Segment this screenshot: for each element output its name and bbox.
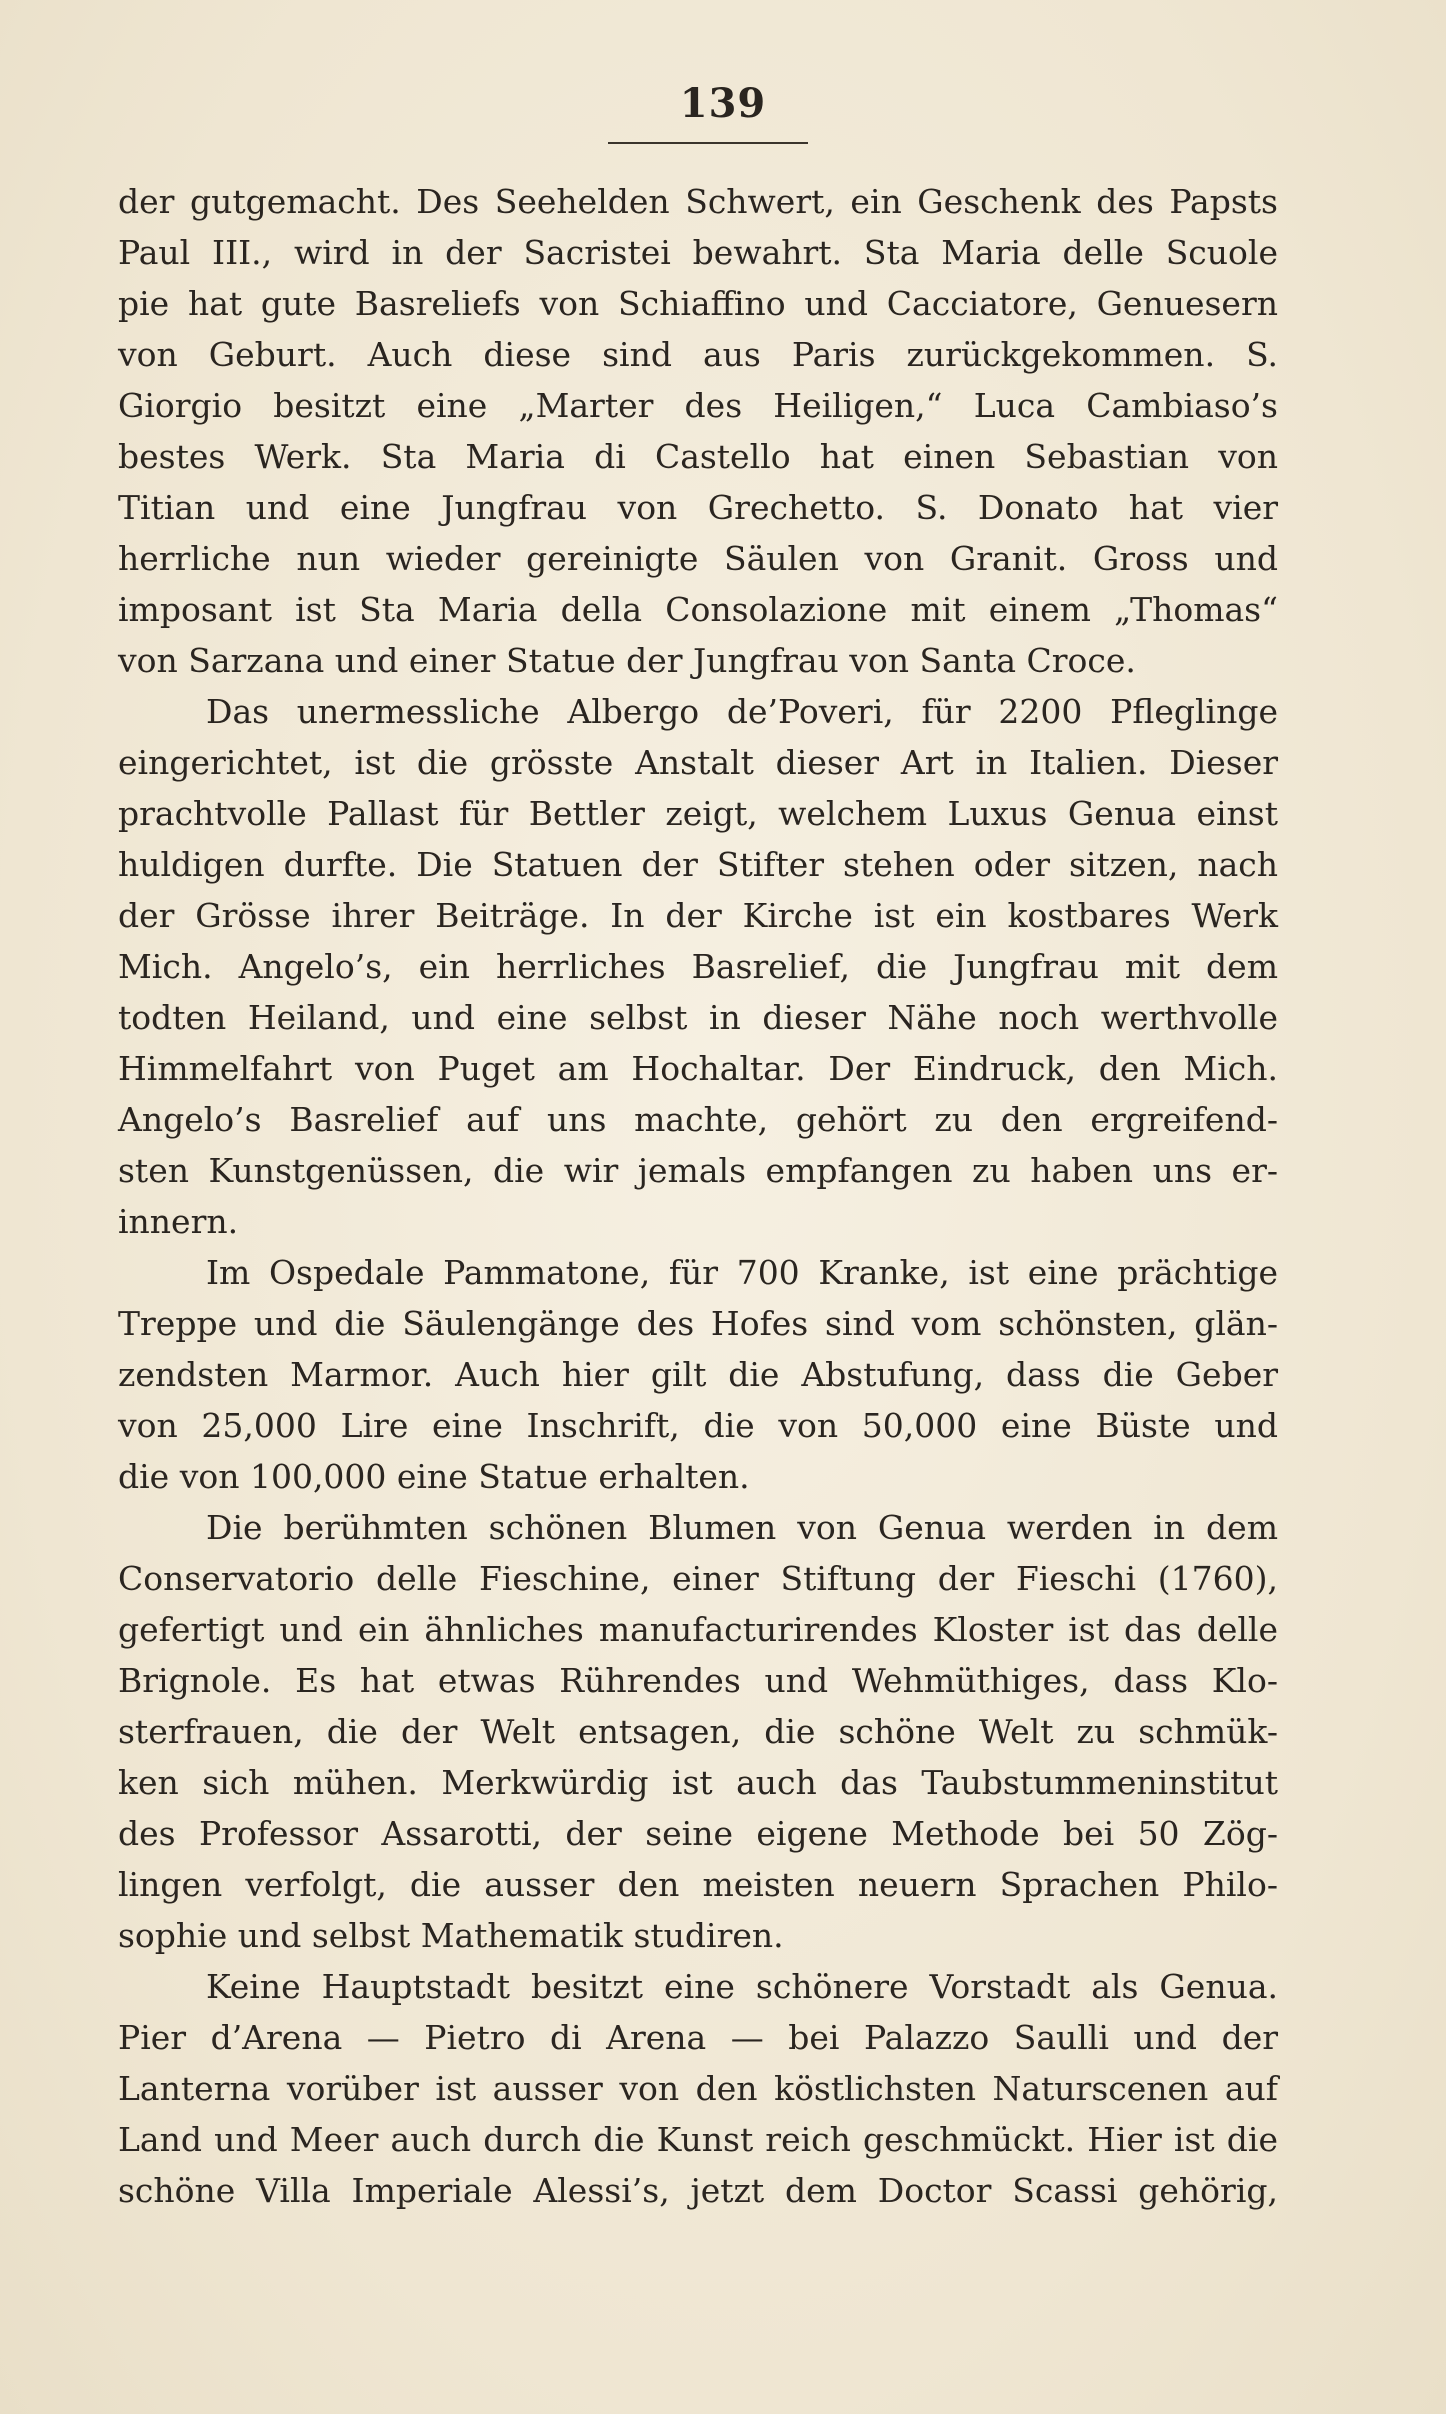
text-line: Mich. Angelo’s, ein herrliches Basrelief, die Jungfrau mit dem — [118, 947, 1278, 986]
text-line: Pier d’Arena — Pietro di Arena — bei Palazzo Saulli und der — [118, 2018, 1278, 2057]
text-line: Land und Meer auch durch die Kunst reich geschmückt. Hier ist die — [118, 2120, 1278, 2159]
text-line: Titian und eine Jungfrau von Grechetto. S. Donato hat vier — [118, 488, 1278, 527]
text-line: Paul III., wird in der Sacristei bewahrt. Sta Maria delle Scuole — [118, 233, 1278, 272]
text-line: von 25,000 Lire eine Inschrift, die von 50,000 eine Büste und — [118, 1406, 1278, 1445]
text-line: sterfrauen, die der Welt entsagen, die schöne Welt zu schmük- — [118, 1712, 1278, 1751]
text-line: todten Heiland, und eine selbst in dieser Nähe noch werthvolle — [118, 998, 1278, 1037]
text-line: Keine Hauptstadt besitzt eine schönere Vorstadt als Genua. — [206, 1967, 1278, 2006]
text-line: Giorgio besitzt eine „Marter des Heiligen,“ Luca Cambiaso’s — [118, 386, 1278, 425]
text-line: Brignole. Es hat etwas Rührendes und Wehmüthiges, dass Klo- — [118, 1661, 1278, 1700]
text-line: der Grösse ihrer Beiträge. In der Kirche ist ein kostbares Werk — [118, 896, 1278, 935]
text-line: bestes Werk. Sta Maria di Castello hat einen Sebastian von — [118, 437, 1278, 476]
text-line: gefertigt und ein ähnliches manufacturirendes Kloster ist das delle — [118, 1610, 1278, 1649]
text-line: von Sarzana und einer Statue der Jungfrau von Santa Croce. — [118, 641, 1136, 680]
text-line: der gutgemacht. Des Seehelden Schwert, ein Geschenk des Papsts — [118, 182, 1278, 221]
text-line: Das unermessliche Albergo de’Poveri, für 2200 Pfleglinge — [206, 692, 1278, 731]
header-rule — [608, 142, 808, 144]
body-text — [118, 176, 1278, 2216]
text-line: ken sich mühen. Merkwürdig ist auch das Taubstummeninstitut — [118, 1763, 1278, 1802]
text-line: des Professor Assarotti, der seine eigene Methode bei 50 Zög- — [118, 1814, 1278, 1853]
text-line: Himmelfahrt von Puget am Hochaltar. Der Eindruck, den Mich. — [118, 1049, 1278, 1088]
text-line: zendsten Marmor. Auch hier gilt die Abstufung, dass die Geber — [118, 1355, 1278, 1394]
text-line: eingerichtet, ist die grösste Anstalt dieser Art in Italien. Dieser — [118, 743, 1278, 782]
text-line: pie hat gute Basreliefs von Schiaffino und Cacciatore, Genuesern — [118, 284, 1278, 323]
text-line: Im Ospedale Pammatone, für 700 Kranke, ist eine prächtige — [206, 1253, 1278, 1292]
text-line: prachtvolle Pallast für Bettler zeigt, welchem Luxus Genua einst — [118, 794, 1278, 833]
text-line: lingen verfolgt, die ausser den meisten neuern Sprachen Philo- — [118, 1865, 1278, 1904]
text-line: von Geburt. Auch diese sind aus Paris zurückgekommen. S. — [118, 335, 1278, 374]
text-line: Angelo’s Basrelief auf uns machte, gehört zu den ergreifend- — [118, 1100, 1278, 1139]
page-number: 139 — [679, 80, 767, 127]
text-line: Die berühmten schönen Blumen von Genua werden in dem — [206, 1508, 1278, 1547]
text-line: sten Kunstgenüssen, die wir jemals empfangen zu haben uns er- — [118, 1151, 1278, 1190]
text-line: die von 100,000 eine Statue erhalten. — [118, 1457, 750, 1496]
text-line: Conservatorio delle Fieschine, einer Stiftung der Fieschi (1760), — [118, 1559, 1278, 1598]
text-line: imposant ist Sta Maria della Consolazione mit einem „Thomas“ — [118, 590, 1278, 629]
text-line: Treppe und die Säulengänge des Hofes sind vom schönsten, glän- — [118, 1304, 1278, 1343]
text-line: innern. — [118, 1202, 239, 1241]
text-line: herrliche nun wieder gereinigte Säulen von Granit. Gross und — [118, 539, 1278, 578]
text-line: schöne Villa Imperiale Alessi’s, jetzt dem Doctor Scassi gehörig, — [118, 2171, 1278, 2210]
text-line: Lanterna vorüber ist ausser von den köstlichsten Naturscenen auf — [118, 2069, 1278, 2108]
text-line: huldigen durfte. Die Statuen der Stifter stehen oder sitzen, nach — [118, 845, 1278, 884]
text-line: sophie und selbst Mathematik studiren. — [118, 1916, 784, 1955]
